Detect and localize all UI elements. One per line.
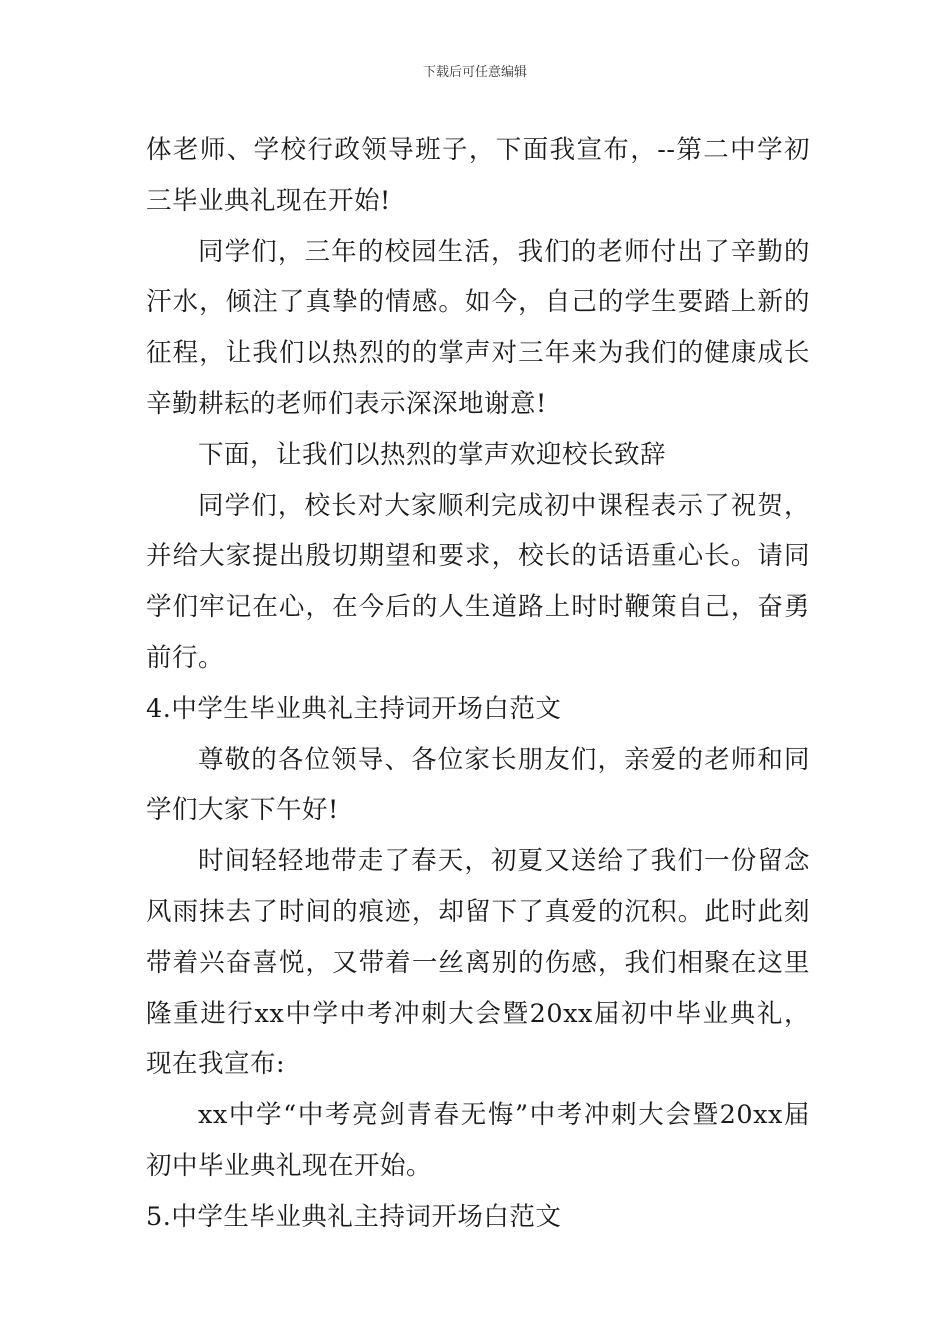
paragraph-opening-speech: 时间轻轻地带走了春天，初夏又送给了我们一份留念风雨抹去了时间的痕迹，却留下了真爱的沉积。此时此刻带着兴奋喜悦，又带着一丝离别的伤感，我们相聚在这里隆重进行xx中学中考冲刺大会暨20xx届初中毕业典礼，现在我宣布: [146, 846, 810, 1080]
paragraph-welcome-principal: 下面，让我们以热烈的掌声欢迎校长致辞 [198, 439, 667, 470]
paragraph-principal-speech: 同学们，校长对大家顺利完成初中课程表示了祝贺，并给大家提出殷切期望和要求，校长的话语重心长。请同学们牢记在心，在今后的人生道路上时时鞭策自己，奋勇前行。 [146, 490, 810, 673]
page-header-note: 下载后可任意编辑 [422, 65, 527, 80]
document-body [146, 125, 810, 1243]
paragraph-announcement: 体老师、学校行政领导班子，下面我宣布，--第二中学初三毕业典礼现在开始! [146, 135, 810, 216]
paragraph-greeting: 尊敬的各位领导、各位家长朋友们，亲爱的老师和同学们大家下午好! [146, 744, 810, 826]
section-heading-4: 4.中学生毕业典礼主持词开场白范文 [146, 693, 562, 724]
paragraph-thanks-teachers: 同学们，三年的校园生活，我们的老师付出了辛勤的汗水，倾注了真挚的情感。如今，自己的学生要踏上新的征程，让我们以热烈的的掌声对三年来为我们的健康成长辛勤耕耘的老师们表示深深地谢意! [146, 236, 810, 419]
paragraph-ceremony-start: xx中学“中考亮剑青春无悔”中考冲刺大会暨20xx届初中毕业典礼现在开始。 [146, 1100, 810, 1181]
section-heading-5: 5.中学生毕业典礼主持词开场白范文 [146, 1201, 562, 1232]
